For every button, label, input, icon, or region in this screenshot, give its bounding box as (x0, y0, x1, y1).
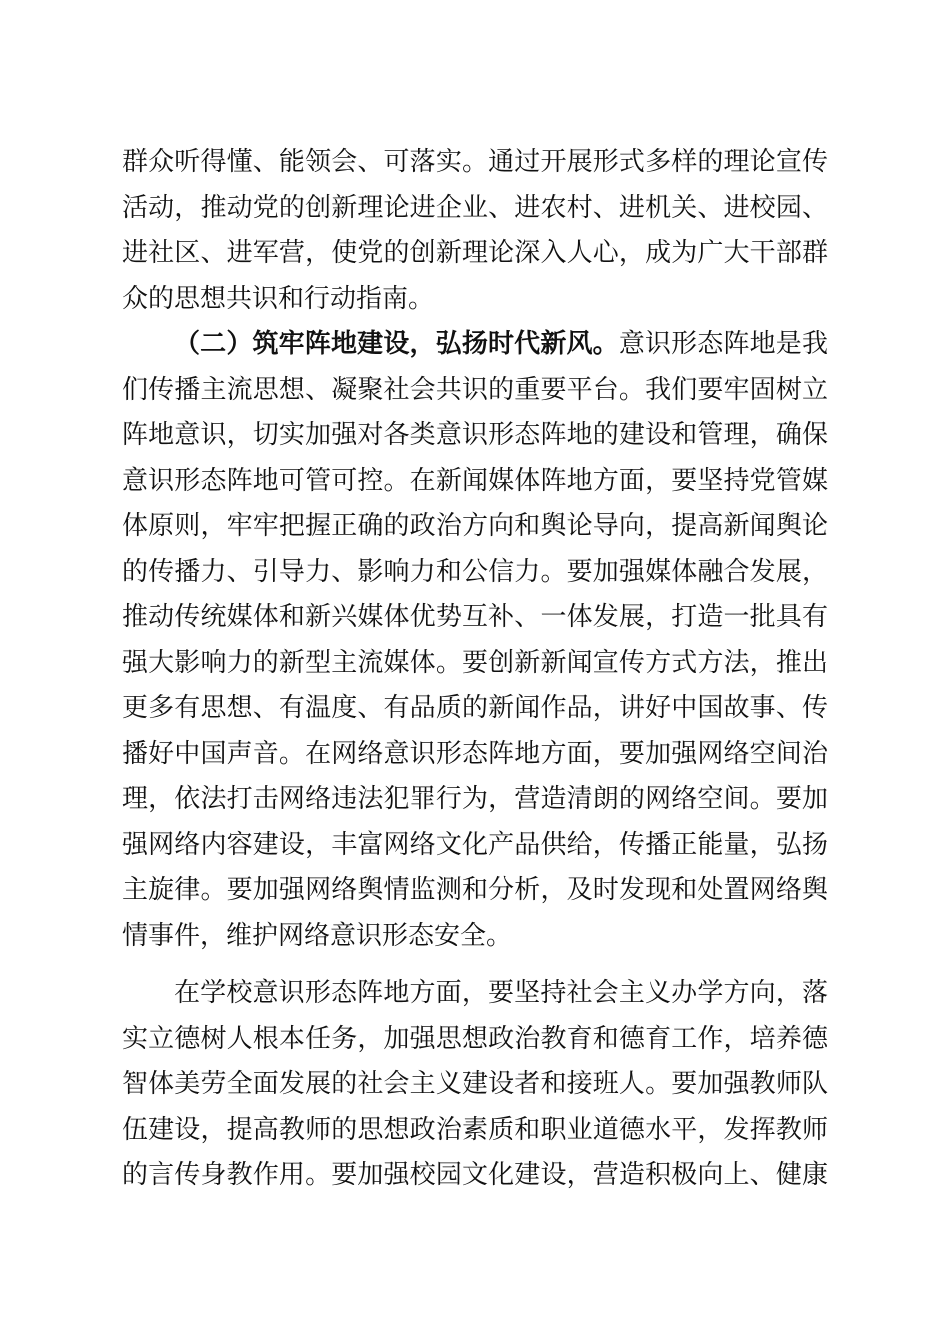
text-line: 强大影响力的新型主流媒体。要创新新闻宣传方式方法，推出 (122, 647, 828, 678)
document-page (122, 140, 828, 1199)
text-line: 意识形态阵地可管可控。在新闻媒体阵地方面，要坚持党管媒 (122, 465, 828, 496)
text-line: 推动传统媒体和新兴媒体优势互补、一体发展，打造一批具有 (122, 602, 828, 632)
text-line: 情事件，维护网络意识形态安全。 (122, 920, 513, 951)
text-line: 播好中国声音。在网络意识形态阵地方面，要加强网络空间治 (122, 738, 828, 769)
text-line: 阵地意识，切实加强对各类意识形态阵地的建设和管理，确保 (122, 420, 828, 450)
section-heading: （二）筑牢阵地建设，弘扬时代新风。 (174, 329, 619, 359)
text-line: 活动，推动党的创新理论进企业、进农村、进机关、进校园、 (122, 192, 828, 223)
text-line: 实立德树人根本任务，加强思想政治教育和德育工作，培养德 (122, 1023, 828, 1054)
text-line: 的传播力、引导力、影响力和公信力。要加强媒体融合发展， (122, 556, 828, 587)
text-line: 理，依法打击网络违法犯罪行为，营造清朗的网络空间。要加 (122, 784, 828, 814)
text-line: 众的思想共识和行动指南。 (122, 283, 435, 314)
text-line: 们传播主流思想、凝聚社会共识的重要平台。我们要牢固树立 (122, 374, 828, 405)
paragraph-3 (122, 971, 828, 1199)
text-line: 伍建设，提高教师的思想政治素质和职业道德水平，发挥教师 (122, 1114, 828, 1145)
paragraph-1 (122, 140, 828, 322)
text-line: 的言传身教作用。要加强校园文化建设，营造积极向上、健康 (122, 1160, 828, 1190)
text-line: 体原则，牢牢把握正确的政治方向和舆论导向，提高新闻舆论 (122, 511, 828, 541)
text-line: 智体美劳全面发展的社会主义建设者和接班人。要加强教师队 (122, 1069, 828, 1099)
text-line: 进社区、进军营，使党的创新理论深入人心，成为广大干部群 (122, 238, 828, 268)
text-line: 强网络内容建设，丰富网络文化产品供给，传播正能量，弘扬 (122, 829, 828, 860)
paragraph-gap (122, 959, 828, 971)
heading-line-rest: 意识形态阵地是我 (618, 329, 828, 359)
text-line: 在学校意识形态阵地方面，要坚持社会主义办学方向，落 (174, 978, 828, 1008)
text-line (122, 322, 828, 368)
text-line: 更多有思想、有温度、有品质的新闻作品，讲好中国故事、传 (122, 693, 828, 723)
text-line: 群众听得懂、能领会、可落实。通过开展形式多样的理论宣传 (122, 147, 828, 177)
paragraph-2 (122, 322, 828, 959)
text-line: 主旋律。要加强网络舆情监测和分析，及时发现和处置网络舆 (122, 875, 828, 905)
